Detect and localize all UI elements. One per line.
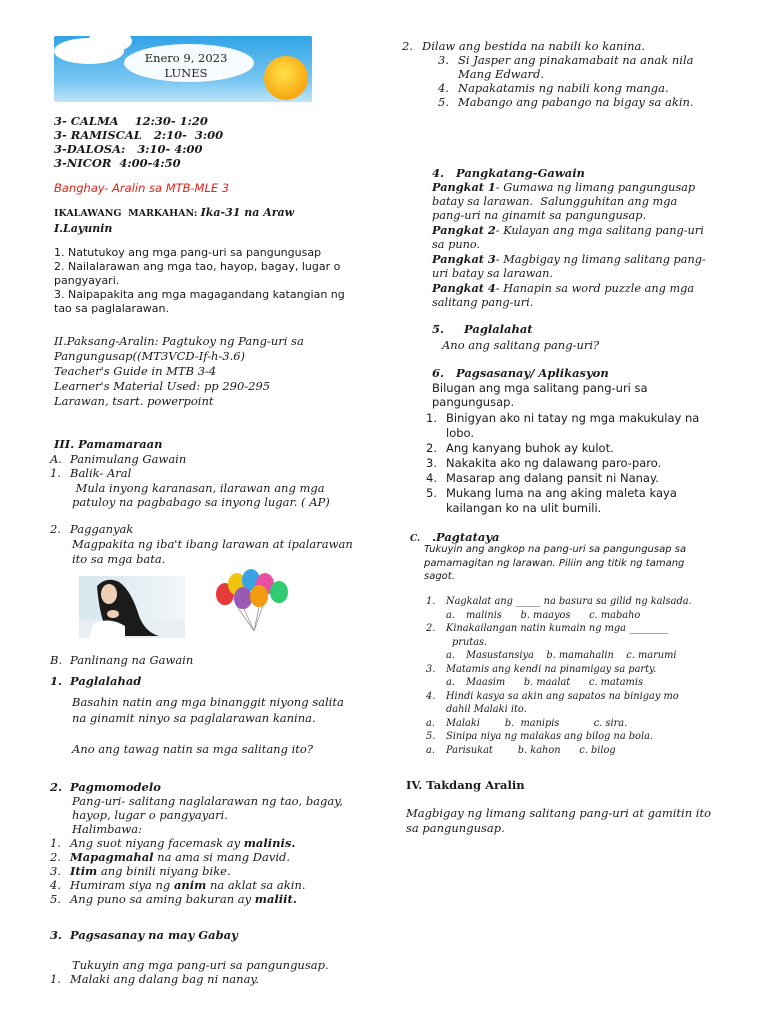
pagganyak-line: ito sa mga bata. <box>72 552 166 566</box>
takdang-line: sa pangungusap. <box>406 821 505 835</box>
instruction-line: Tukuyin ang angkop na pang-uri sa pangungusap sa <box>424 544 687 555</box>
quiz-question <box>426 730 692 744</box>
item-number: 5. <box>50 892 61 906</box>
aplikasyon-item-text: Mukang luma na ang aking maleta kaya <box>446 486 677 500</box>
choices-text: Malaki b. manipis c. sira. <box>446 717 628 729</box>
aplikasyon-item <box>426 411 699 426</box>
pagganyak-body <box>72 537 353 567</box>
takdang-heading: IV. Takdang Aralin <box>406 778 525 792</box>
quiz-text: prutas. <box>452 636 488 648</box>
example-item <box>50 864 306 878</box>
item-number: 5. <box>426 731 436 742</box>
aplikasyon-item <box>426 501 699 516</box>
group-text: sa puno. <box>432 238 481 251</box>
pangkatan-groups <box>432 180 706 310</box>
gabay-items-continued <box>402 39 694 109</box>
pagtataya-instruction <box>424 543 686 584</box>
aplikasyon-item-text: Nakakita ako ng dalawang paro-paro. <box>446 456 662 470</box>
subject-line: Learner's Material Used: pp 290-295 <box>54 379 271 393</box>
example-item <box>50 892 306 906</box>
pagmomodelo-line: Halimbawa: <box>72 822 142 836</box>
section-a-text: Panimulang Gawain <box>70 452 187 466</box>
banner-date: Enero 9, 2023 <box>144 51 228 65</box>
aplikasyon-item-text: lobo. <box>446 426 475 440</box>
section-b-label: B. <box>50 653 63 667</box>
gabay-item <box>402 67 694 81</box>
quiz-choices <box>426 717 692 731</box>
example-text: ang binili niyang bike. <box>97 864 231 878</box>
item-number: 2. <box>50 780 63 794</box>
item-number: 3. <box>426 456 437 470</box>
choices-text: malinis b. maayos c. mabaho <box>466 609 641 621</box>
objective-line: tao sa paglalarawan. <box>54 302 170 315</box>
gabay-item <box>50 972 259 986</box>
girl-illustration <box>79 576 185 638</box>
item-number: 1. <box>50 972 61 986</box>
quiz-text: Kinakailangan natin kumain ng mga ________ <box>446 623 669 634</box>
item-number: 4. <box>438 81 449 95</box>
takdang-line: Magbigay ng limang salitang pang-uri at gamitin ito <box>406 806 712 820</box>
aplikasyon-item <box>426 441 699 456</box>
aplikasyon-item-text: kailangan ko na ulit bumili. <box>446 501 602 515</box>
example-adjective: anim <box>173 878 207 892</box>
quiz-question <box>426 703 692 717</box>
item-number: 5. <box>438 95 449 109</box>
subject-line: Pangungusap((MT3VCD-If-h-3.6) <box>54 349 246 363</box>
quiz-question <box>426 690 692 704</box>
quiz-choices <box>426 676 692 690</box>
group-label: Pangkat 3 <box>432 252 496 266</box>
item-number: 1. <box>50 674 63 688</box>
group-text: - Hanapin sa word puzzle ang mga <box>495 282 695 295</box>
group-text: pang-uri na ginamit sa pangungusap. <box>432 209 647 222</box>
group-label: Pangkat 2 <box>432 223 496 237</box>
paglalahad-line: Basahin natin ang mga binanggit niyong salita <box>72 695 344 709</box>
subject-line: II.Paksang-Aralin: Pagtukoy ng Pang-uri sa <box>54 334 304 348</box>
example-text: Ang suot niyang facemask ay <box>70 836 244 850</box>
paglalahat-question: Ano ang salitang pang-uri? <box>442 338 600 352</box>
item-number: 4. <box>426 471 437 485</box>
pagmomodelo-line: Pang-uri- salitang naglalarawan ng tao, bagay, <box>72 794 343 808</box>
section-a <box>50 452 186 466</box>
quarter-line <box>54 206 294 221</box>
aplikasyon-item <box>426 456 699 471</box>
gabay-item-text: Mabango ang pabango na bigay sa akin. <box>458 95 694 109</box>
choices-text: Parisukat b. kahon c. bilog <box>446 744 616 756</box>
pagmomodelo-line: hayop, lugar o pangyayari. <box>72 808 228 822</box>
pagtataya-label: C. <box>410 534 421 544</box>
group-text: - Magbigay ng limang salitang pang- <box>495 253 706 266</box>
subject-line: Teacher's Guide in MTB 3-4 <box>54 364 217 378</box>
choices-text: Maasim b. maalat c. matamis <box>466 677 643 688</box>
girl-long-hair-image <box>79 576 185 638</box>
group-label: Pangkat 4 <box>432 281 496 295</box>
aplikasyon-instruction <box>432 381 648 409</box>
quiz-text: Matamis ang kendi na pinamigay sa party. <box>446 663 657 675</box>
example-adjective: Mapagmahal <box>70 850 154 864</box>
instruction-line: sagot. <box>424 571 455 582</box>
item-number: 1. <box>426 411 437 425</box>
group-text: - Gumawa ng limang pangungusap <box>495 181 696 194</box>
item-number: 4. <box>426 690 436 702</box>
instruction-line: pamamagitan ng larawan. Piliin ang titik ng tamang <box>424 557 685 569</box>
item-number: 2. <box>426 623 436 634</box>
item-number: 5. <box>426 486 437 500</box>
group-line <box>432 252 706 267</box>
group-line <box>432 281 706 296</box>
quiz-text: Nagkalat ang _____ na basura sa gilid ng kalsada. <box>446 596 692 607</box>
balik-line: Mula inyong karanasan, ilarawan ang mga <box>72 481 325 495</box>
procedure-heading: III. Pamamaraan <box>54 437 163 451</box>
instruction-line: pangungusap. <box>432 395 515 409</box>
choices-text: Masustansiya b. mamahalin c. marumi <box>466 650 677 661</box>
schedule-line: 3- RAMISCAL 2:10- 3:00 <box>54 128 224 142</box>
pagganyak-title <box>50 522 133 536</box>
item-number: 3. <box>426 663 436 675</box>
quiz-question <box>426 663 692 677</box>
aplikasyon-item-text: Masarap ang dalang pansit ni Nanay. <box>446 471 659 485</box>
banner-date-block <box>136 51 236 81</box>
gabay-item <box>402 53 694 67</box>
item-number: 3. <box>50 928 63 942</box>
group-text: batay sa larawan. Salungguhitan ang mga <box>432 195 678 208</box>
item-number: 2. <box>50 522 61 536</box>
example-item <box>50 878 306 892</box>
subject-block <box>54 334 304 409</box>
sun-icon <box>264 56 308 100</box>
balik-body <box>72 481 330 509</box>
objective-line: 1. Natutukoy ang mga pang-uri sa pangungusap <box>54 246 322 259</box>
gabay-title <box>50 928 238 942</box>
quiz-question <box>426 622 692 636</box>
example-text: Ang puno sa aming bakuran ay <box>70 892 255 906</box>
quiz-choices <box>426 609 692 623</box>
quiz-text: Sinipa niya ng malakas ang bilog na bola. <box>446 731 654 742</box>
example-adjective: malinis. <box>243 836 296 850</box>
item-number: 1. <box>50 466 61 480</box>
objective-line: 3. Naipapakita ang mga magagandang katangian ng <box>54 288 345 301</box>
class-schedule <box>54 114 223 170</box>
section-b <box>50 653 193 667</box>
balik-title <box>50 466 131 480</box>
group-text: salitang pang-uri. <box>432 296 534 309</box>
item-number: 2. <box>426 441 437 455</box>
balik-line: patuloy na pagbabago sa inyong lugar. ( AP) <box>72 495 330 509</box>
example-adjective: maliit. <box>254 892 297 906</box>
quarter-label: IKALAWANG MARKAHAN: <box>54 208 201 219</box>
item-number: 2. <box>50 850 61 864</box>
item-number: 3. <box>438 53 449 67</box>
item-number: 4. <box>50 878 61 892</box>
aplikasyon-heading: 6. Pagsasanay/ Aplikasyon <box>432 366 609 380</box>
balik-title-text: Balik- Aral <box>70 466 132 480</box>
quiz-choices <box>426 744 692 758</box>
quiz-choices <box>426 649 692 663</box>
group-line <box>432 223 706 238</box>
pagtataya-heading: .Pagtataya <box>432 530 500 544</box>
paglalahad-question: Ano ang tawag natin sa mga salitang ito? <box>72 742 313 756</box>
example-adjective: Itim <box>70 864 98 878</box>
gabay-item-text: Napakatamis ng nabili kong manga. <box>458 81 669 95</box>
subject-line: Larawan, tsart. powerpoint <box>54 394 214 408</box>
plan-title: Banghay- Aralin sa MTB-MLE 3 <box>54 181 230 195</box>
pagganyak-title-text: Pagganyak <box>70 522 134 536</box>
group-text: - Kulayan ang mga salitang pang-uri <box>495 224 704 237</box>
item-number: 1. <box>426 596 436 607</box>
quarter-day: Ika-31 na Araw <box>200 206 295 219</box>
examples-list <box>50 836 306 906</box>
pagmomodelo-body <box>72 794 343 836</box>
instruction-line: Bilugan ang mga salitang pang-uri sa <box>432 381 648 395</box>
pagmomodelo-title-text: Pagmomodelo <box>70 780 161 794</box>
aplikasyon-item <box>426 426 699 441</box>
choice-letter: a. <box>446 650 455 661</box>
gabay-item-text: Dilaw ang bestida na nabili ko kanina. <box>422 39 646 53</box>
paglalahat-heading: 5. Paglalahat <box>432 322 533 336</box>
pangkatan-heading: 4. Pangkatang-Gawain <box>432 166 585 180</box>
aplikasyon-item-text: Binigyan ako ni tatay ng mga makukulay na <box>446 411 700 425</box>
example-text: na aklat sa akin. <box>206 878 306 892</box>
choice-letter: a. <box>426 717 435 729</box>
group-text: uri batay sa larawan. <box>432 267 553 280</box>
objectives-heading: I.Layunin <box>54 222 113 235</box>
choice-letter: a. <box>446 677 455 688</box>
item-number: 1. <box>50 836 61 850</box>
gabay-item-text: Si Jasper ang pinakamabait na anak nila <box>458 53 694 67</box>
paglalahad-body <box>72 694 344 726</box>
section-b-text: Panlinang na Gawain <box>70 653 194 667</box>
schedule-line: 3- CALMA 12:30- 1:20 <box>54 114 208 128</box>
item-number: 2. <box>402 39 413 53</box>
pagmomodelo-title <box>50 780 161 794</box>
pagtataya-list <box>426 595 692 757</box>
quiz-text: dahil Malaki ito. <box>446 704 527 715</box>
choice-letter: a. <box>446 609 455 621</box>
paglalahad-title-text: Paglalahad <box>70 674 142 688</box>
balloon-strings <box>214 569 292 631</box>
gabay-item-text: Malaki ang dalang bag ni nanay. <box>70 972 260 986</box>
aplikasyon-item <box>426 471 699 486</box>
group-line <box>432 180 706 195</box>
gabay-item-text: Mang Edward. <box>458 67 545 81</box>
quiz-question <box>426 595 692 609</box>
gabay-item <box>402 39 694 53</box>
takdang-body <box>406 806 711 836</box>
aplikasyon-list <box>426 411 699 516</box>
pagganyak-line: Magpakita ng iba't ibang larawan at ipalarawan <box>72 537 353 551</box>
example-text: Humiram siya ng <box>70 878 174 892</box>
banner-day: LUNES <box>164 66 208 80</box>
gabay-item <box>402 95 694 109</box>
item-number: 3. <box>50 864 61 878</box>
objective-line: pangyayari. <box>54 274 120 287</box>
objective-line: 2. Nailalarawan ang mga tao, hayop, bagay, lugar o <box>54 260 341 273</box>
gabay-instruction: Tukuyin ang mga pang-uri sa pangungusap. <box>72 958 329 972</box>
quiz-text: Hindi kasya sa akin ang sapatos na binigay mo <box>446 690 679 702</box>
schedule-line: 3-NICOR 4:00-4:50 <box>54 156 181 170</box>
example-item <box>50 850 306 864</box>
aplikasyon-item-text: Ang kanyang buhok ay kulot. <box>446 441 614 455</box>
schedule-line: 3-DALOSA: 3:10- 4:00 <box>54 142 203 156</box>
paglalahad-title <box>50 674 141 688</box>
paglalahad-line: na ginamit ninyo sa paglalarawan kanina. <box>72 711 316 725</box>
gabay-title-text: Pagsasanay na may Gabay <box>70 928 238 942</box>
date-banner <box>54 36 312 102</box>
balloons-image <box>214 569 292 631</box>
group-label: Pangkat 1 <box>432 180 496 194</box>
example-text: na ama si mang David. <box>153 850 291 864</box>
example-item <box>50 836 306 850</box>
objectives-list <box>54 246 345 316</box>
gabay-item <box>402 81 694 95</box>
quiz-question <box>426 636 692 650</box>
aplikasyon-item <box>426 486 699 501</box>
choice-letter: a. <box>426 744 435 756</box>
section-a-label: A. <box>50 452 62 466</box>
